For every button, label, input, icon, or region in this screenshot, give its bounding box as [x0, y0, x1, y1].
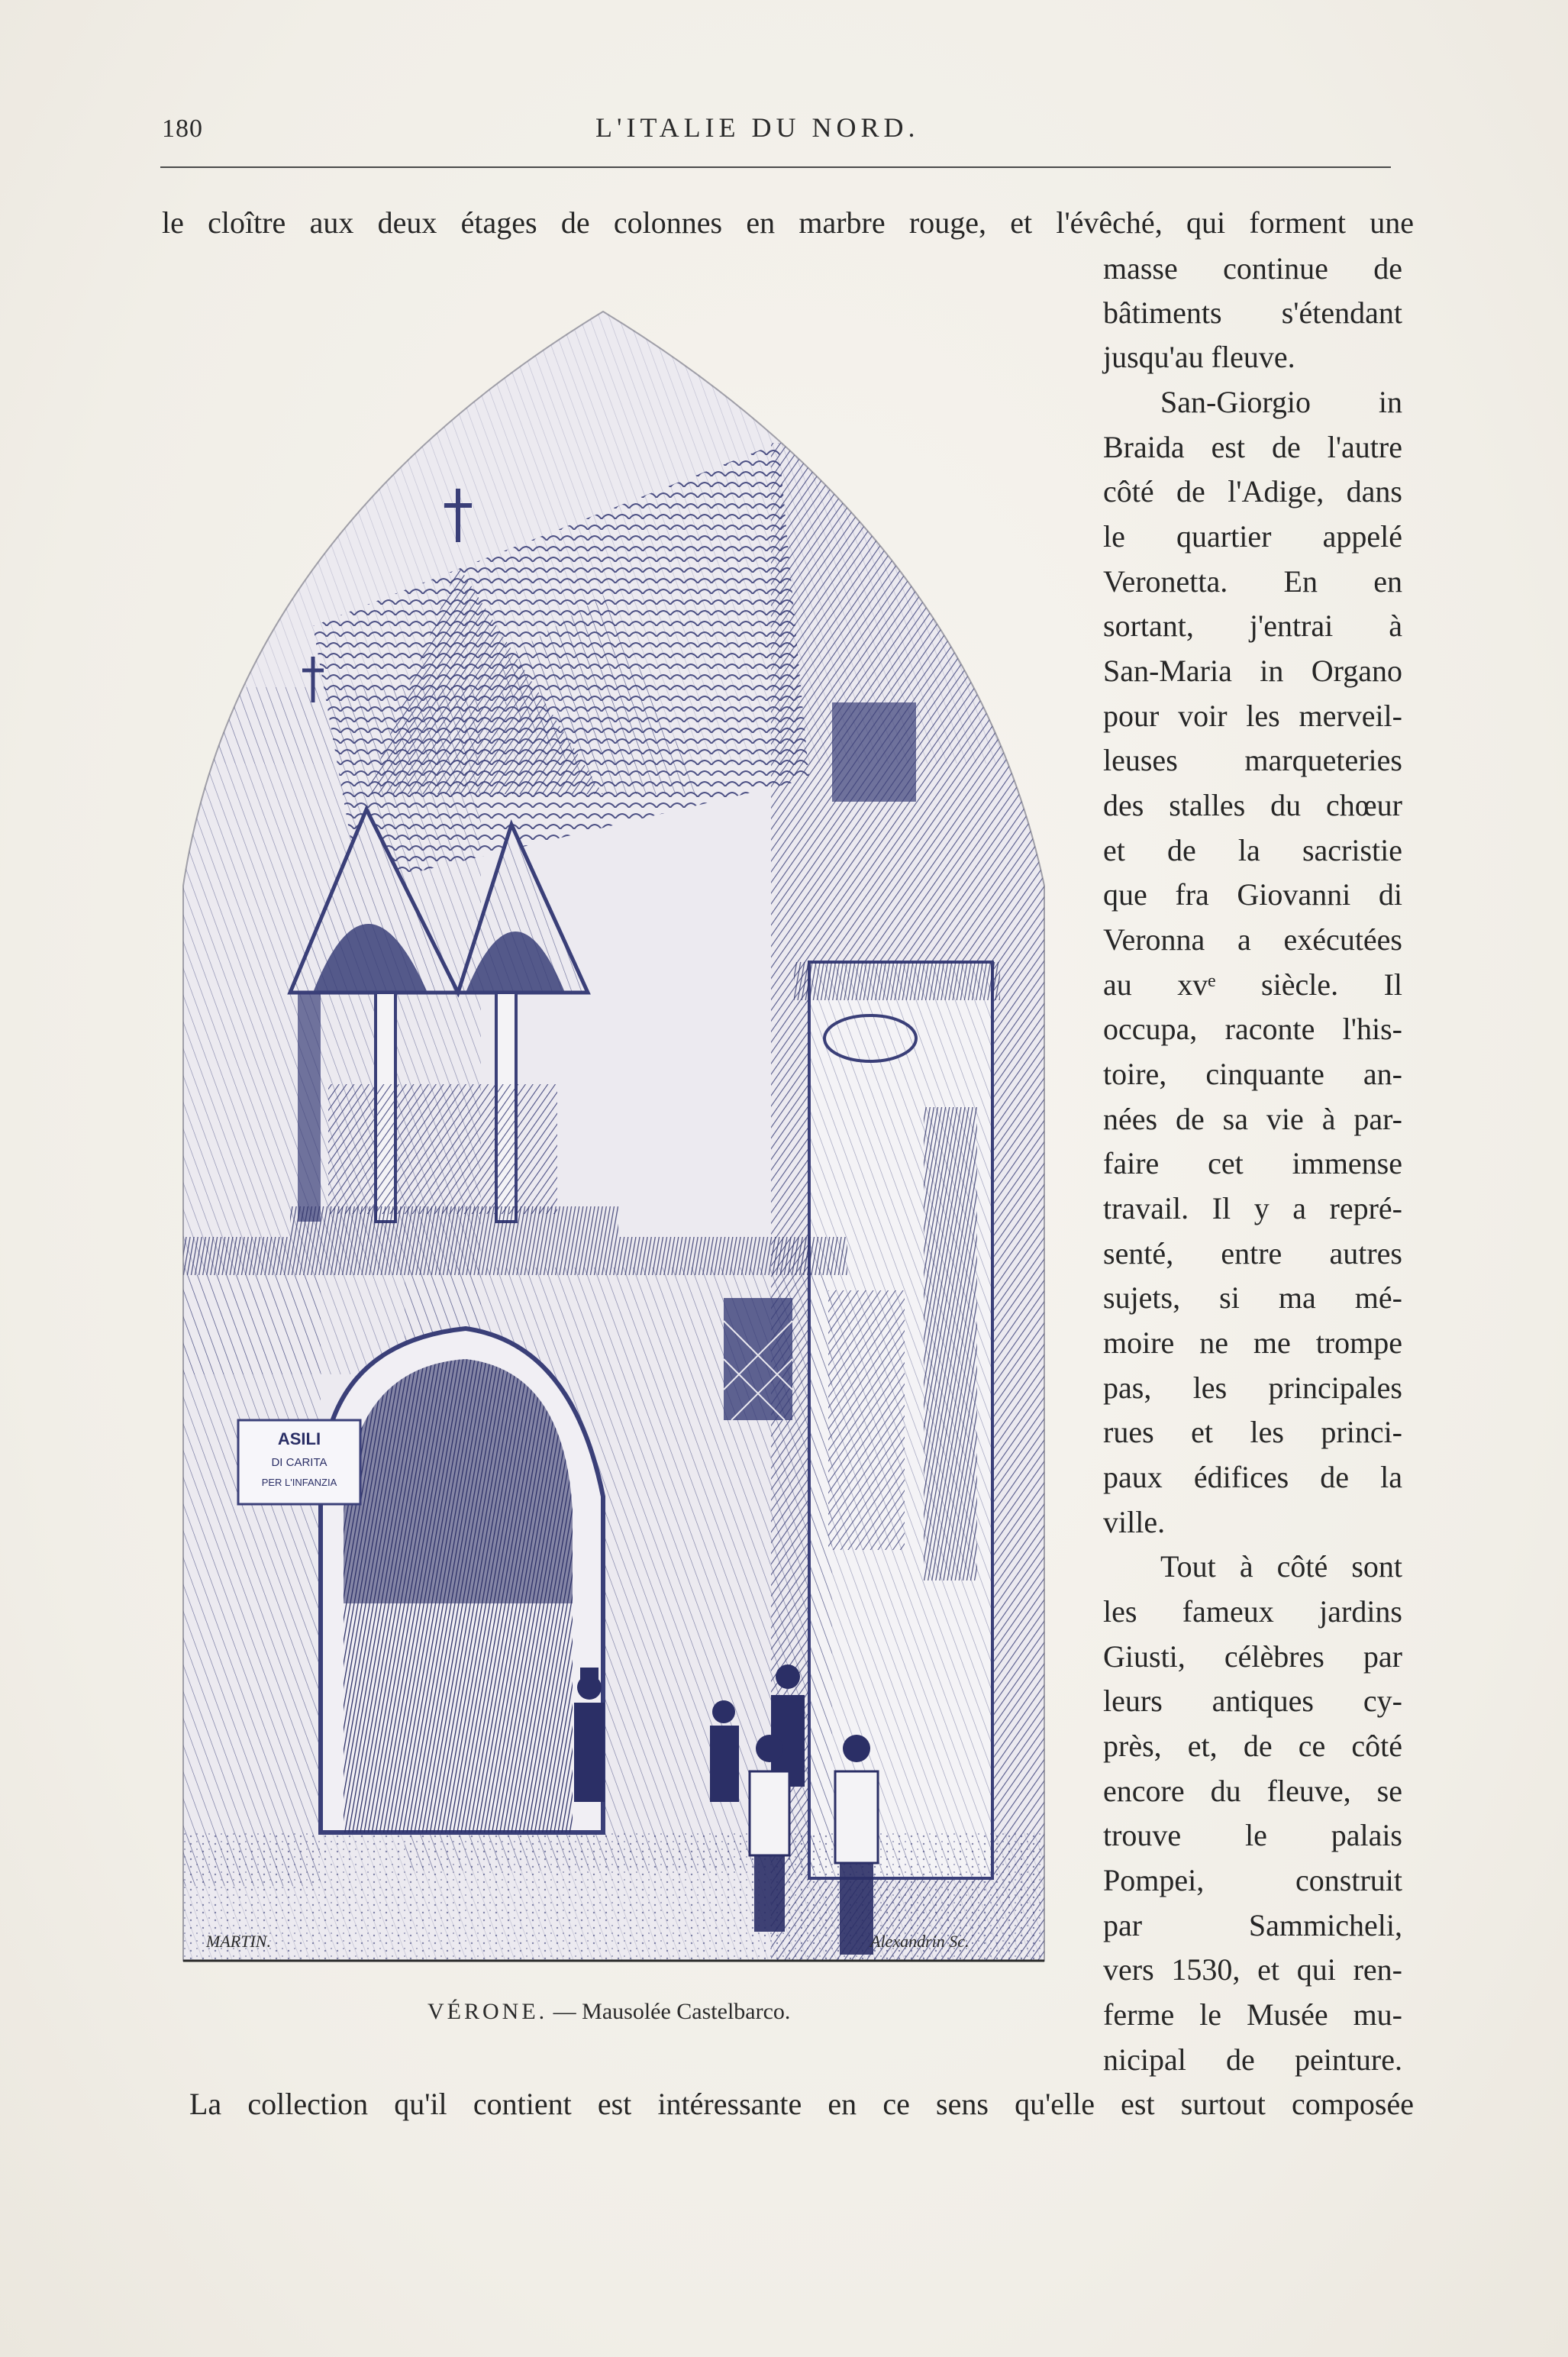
engraving-svg — [176, 305, 1052, 1962]
text-line: trouve le palais — [1103, 1818, 1402, 1852]
text-line: ferme le Musée mu- — [1103, 1997, 1402, 2032]
caption-city: VÉRONE. — [427, 1999, 548, 2024]
text-line: Veronna a exécutées — [1103, 922, 1402, 957]
text-line: sujets, si ma mé- — [1103, 1280, 1402, 1315]
text-line: rues et les princi- — [1103, 1415, 1402, 1449]
mausoleum-engraving — [176, 305, 1052, 1962]
text-line: toire, cinquante an- — [1103, 1057, 1402, 1091]
text-line: le cloître aux deux étages de colonnes en marbre rouge, et l'évêché, qui forment une — [162, 205, 1414, 240]
sign-text-line: ASILI — [277, 1429, 321, 1448]
artist-signature: MARTIN. — [206, 1932, 271, 1951]
text-line: les fameux jardins — [1103, 1594, 1402, 1629]
running-title: L'ITALIE DU NORD. — [595, 112, 920, 143]
text-line: occupa, raconte l'his- — [1103, 1012, 1402, 1046]
text-line: leuses marqueteries — [1103, 743, 1402, 777]
text-line: le quartier appelé — [1103, 519, 1402, 554]
text-line: senté, entre autres — [1103, 1236, 1402, 1271]
caption-title: Mausolée Castelbarco. — [582, 1999, 791, 2024]
text-line: près, et, de ce côté — [1103, 1729, 1402, 1763]
text-line: ville. — [1103, 1505, 1166, 1539]
text-line: par Sammicheli, — [1103, 1908, 1402, 1942]
text-line: leurs antiques cy- — [1103, 1684, 1402, 1718]
text-line: nicipal de peinture. — [1103, 2042, 1402, 2077]
text-line: faire cet immense — [1103, 1146, 1402, 1180]
text-line: vers 1530, et qui ren- — [1103, 1952, 1402, 1987]
text-line: San-Maria in Organo — [1103, 654, 1402, 688]
text-line: pour voir les merveil- — [1103, 699, 1402, 733]
text-line: Braida est de l'autre — [1103, 430, 1402, 464]
text-line: jusqu'au fleuve. — [1103, 340, 1295, 374]
figure-caption — [427, 1999, 855, 2025]
text-line: paux édifices de la — [1103, 1460, 1402, 1494]
text-line: Giusti, célèbres par — [1103, 1639, 1402, 1674]
text-line: La collection qu'il contient est intéressante en ce sens qu'elle est surtout composée — [189, 2087, 1414, 2121]
sign-text-line: PER L'INFANZIA — [261, 1477, 337, 1488]
text-line: moire ne me trompe — [1103, 1325, 1402, 1360]
text-line: bâtiments s'étendant — [1103, 295, 1402, 330]
text-line: travail. Il y a repré- — [1103, 1191, 1402, 1225]
text-line: San-Giorgio in — [1160, 385, 1402, 419]
text-line: des stalles du chœur — [1103, 788, 1402, 822]
text-line: sortant, j'entrai à — [1103, 609, 1402, 643]
text-line: et de la sacristie — [1103, 833, 1402, 867]
caption-separator: — — [547, 1999, 582, 2024]
page-number: 180 — [162, 115, 203, 143]
text-line: encore du fleuve, se — [1103, 1774, 1402, 1808]
text-line: nées de sa vie à par- — [1103, 1102, 1402, 1136]
text-line: Tout à côté sont — [1160, 1549, 1402, 1584]
header-rule — [160, 166, 1391, 168]
engraver-signature: Alexandrin Sc. — [870, 1932, 970, 1951]
sign-text-line: DI CARITA — [271, 1456, 327, 1469]
text-line: au xvᵉ siècle. Il — [1103, 967, 1402, 1002]
text-line: que fra Giovanni di — [1103, 877, 1402, 912]
text-line: Pompei, construit — [1103, 1863, 1402, 1897]
text-line: côté de l'Adige, dans — [1103, 474, 1402, 509]
text-line: pas, les principales — [1103, 1371, 1402, 1405]
text-line: masse continue de — [1103, 251, 1402, 286]
text-line: Veronetta. En en — [1103, 564, 1402, 599]
